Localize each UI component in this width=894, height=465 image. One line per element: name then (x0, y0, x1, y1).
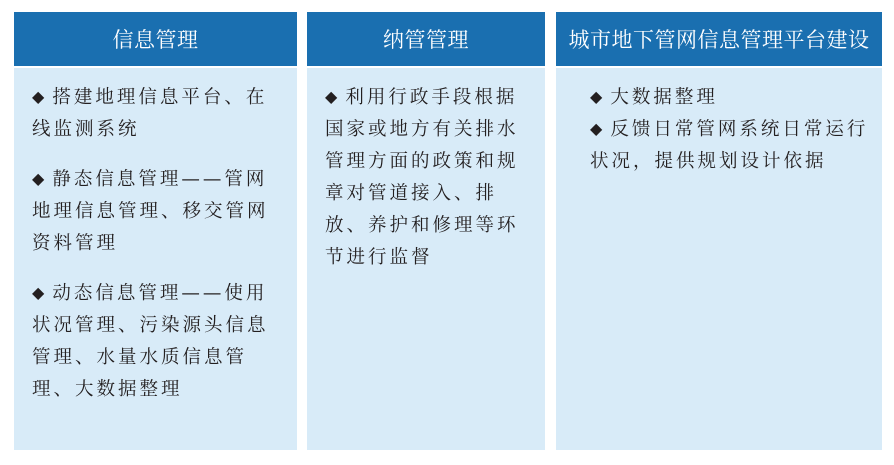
column-info-management (14, 12, 297, 450)
column-header-info-management: 信息管理 (14, 12, 297, 66)
column-body-platform-construction (556, 68, 882, 450)
list-item: ◆ 动态信息管理——使用状况管理、污染源头信息管理、水量水质信息管理、大数据整理 (32, 283, 269, 400)
column-body-discharge-management (307, 68, 545, 450)
list-item: ◆ 反馈日常管网系统日常运行状况，提供规划设计依据 (590, 119, 869, 172)
diamond-bullet-icon: ◆ (590, 119, 603, 138)
column-body-info-management (14, 68, 297, 450)
diamond-bullet-icon: ◆ (32, 87, 45, 106)
column-platform-construction (556, 12, 882, 450)
diamond-bullet-icon: ◆ (32, 169, 45, 188)
diamond-bullet-icon: ◆ (325, 87, 338, 106)
column-header-discharge-management: 纳管管理 (307, 12, 545, 66)
list-item: ◆ 静态信息管理——管网地理信息管理、移交管网资料管理 (32, 169, 269, 254)
list-item: ◆ 利用行政手段根据国家或地方有关排水管理方面的政策和规章对管道接入、排放、养护和修理等环节进行监督 (325, 87, 519, 268)
list-item: ◆ 大数据整理 (590, 87, 718, 108)
column-header-platform-construction: 城市地下管网信息管理平台建设 (556, 12, 882, 66)
column-discharge-management (307, 12, 545, 450)
list-item: ◆ 搭建地理信息平台、在线监测系统 (32, 87, 268, 140)
diamond-bullet-icon: ◆ (32, 283, 45, 302)
diamond-bullet-icon: ◆ (590, 87, 603, 106)
